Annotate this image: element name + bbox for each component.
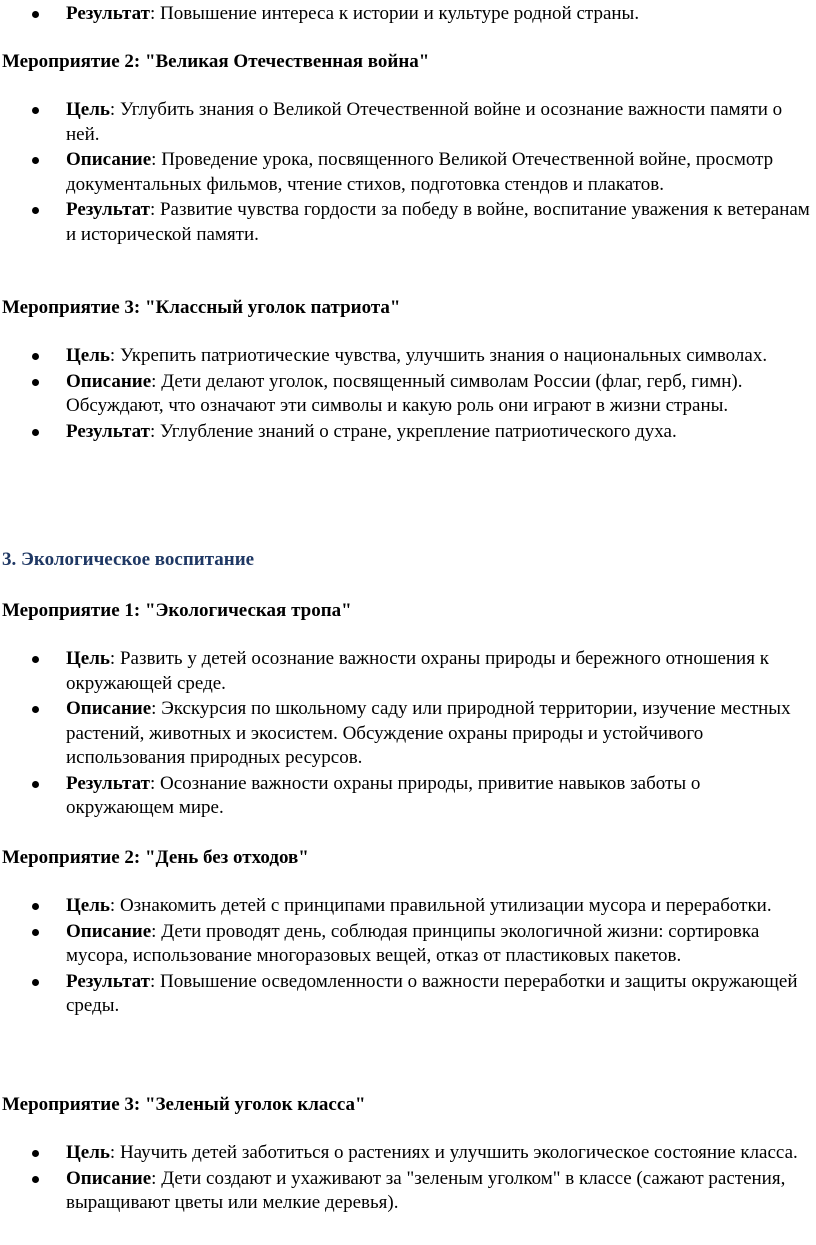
event-title: Мероприятие 2: "День без отходов" — [2, 847, 309, 868]
item-text: : Дети создают и ухаживают за "зеленым уголком" в классе (сажают растения, выращивают цветы или мелкие деревья). — [66, 1167, 786, 1213]
eco-event-list-1 — [0, 647, 816, 821]
eco-event-heading-1 — [0, 599, 816, 623]
event-title: Мероприятие 3: "Зеленый уголок класса" — [2, 1094, 366, 1115]
bullet-icon — [32, 353, 39, 360]
item-term: Описание — [66, 370, 152, 392]
list-item — [0, 148, 816, 197]
item-text: : Проведение урока, посвященного Великой Отечественной войне, просмотр документальных фильмов, чтение стихов, подготовка стендов и плакатов. — [66, 149, 774, 195]
list-item — [0, 920, 816, 969]
bullet-icon — [32, 1176, 39, 1183]
item-text: : Повышение осведомленности о важности переработки и защиты окружающей среды. — [66, 970, 798, 1016]
list-item — [0, 2, 816, 27]
list-item — [0, 970, 816, 1019]
top-result-list — [0, 2, 816, 27]
item-term: Результат — [66, 420, 150, 442]
list-item — [0, 697, 816, 771]
item-text: : Углубление знаний о стране, укрепление патриотического духа. — [149, 420, 677, 442]
item-term: Результат — [66, 3, 150, 24]
event-title: Мероприятие 3: "Классный уголок патриота" — [2, 297, 401, 318]
item-term: Результат — [66, 199, 150, 220]
list-item — [0, 1141, 816, 1166]
item-term: Результат — [66, 772, 150, 794]
bullet-icon — [32, 107, 39, 114]
bullet-icon — [32, 157, 39, 164]
bullet-icon — [32, 656, 39, 663]
item-text: : Углубить знания о Великой Отечественной войне и осознание важности памяти о ней. — [66, 99, 783, 145]
bullet-icon — [32, 207, 39, 214]
event-list-2 — [0, 98, 816, 247]
item-text: : Научить детей заботиться о растениях и улучшить экологическое состояние класса. — [109, 1142, 798, 1163]
item-text: : Развитие чувства гордости за победу в войне, воспитание уважения к ветеранам и исторической памяти. — [66, 199, 810, 245]
section-heading — [0, 548, 816, 572]
bullet-icon — [32, 979, 39, 986]
item-term: Описание — [66, 920, 152, 942]
eco-event-heading-2 — [0, 846, 816, 870]
event-title: Мероприятие 2: "Великая Отечественная война" — [2, 51, 430, 72]
list-item — [0, 370, 816, 419]
item-text: : Повышение интереса к истории и культуре родной страны. — [149, 3, 640, 24]
item-term: Результат — [66, 970, 150, 992]
eco-event-list-2 — [0, 894, 816, 1019]
eco-event-heading-3 — [0, 1093, 816, 1117]
list-item — [0, 198, 816, 247]
bullet-icon — [32, 903, 39, 910]
item-term: Цель — [66, 1142, 110, 1163]
item-term: Цель — [66, 99, 110, 120]
bullet-icon — [32, 11, 39, 18]
item-text: : Ознакомить детей с принципами правильной утилизации мусора и переработки. — [109, 895, 772, 916]
bullet-icon — [32, 1150, 39, 1157]
list-item — [0, 647, 816, 696]
item-text: : Развить у детей осознание важности охраны природы и бережного отношения к окружающей среде. — [66, 648, 769, 694]
item-term: Цель — [66, 648, 110, 669]
item-text: : Осознание важности охраны природы, привитие навыков заботы о окружающем мире. — [66, 772, 701, 818]
bullet-icon — [32, 781, 39, 788]
section-title: 3. Экологическое воспитание — [2, 549, 255, 570]
event-title: Мероприятие 1: "Экологическая тропа" — [2, 600, 352, 621]
bullet-icon — [32, 429, 39, 436]
list-item — [0, 1167, 816, 1216]
bullet-icon — [32, 929, 39, 936]
event-list-3 — [0, 344, 816, 444]
item-term: Описание — [66, 149, 152, 170]
event-heading-2 — [0, 50, 816, 74]
list-item — [0, 772, 816, 821]
item-term: Цель — [66, 345, 110, 366]
bullet-icon — [32, 379, 39, 386]
item-term: Описание — [66, 1167, 152, 1189]
bullet-icon — [32, 706, 39, 713]
list-item — [0, 894, 816, 919]
item-text: : Укрепить патриотические чувства, улучшить знания о национальных символах. — [109, 345, 768, 366]
item-text: : Дети делают уголок, посвященный символам России (флаг, герб, гимн). Обсуждают, что означают эти символы и какую роль они играют в жизни страны. — [66, 370, 743, 416]
list-item — [0, 420, 816, 445]
item-text: : Экскурсия по школьному саду или природной территории, изучение местных растений, животных и экосистем. Обсуждение охраны природы и устойчивого использования природных ресурсов. — [66, 698, 791, 768]
eco-event-list-3 — [0, 1141, 816, 1216]
list-item — [0, 344, 816, 369]
event-heading-3 — [0, 296, 816, 320]
list-item — [0, 98, 816, 147]
item-term: Описание — [66, 698, 152, 719]
item-term: Цель — [66, 895, 110, 916]
item-text: : Дети проводят день, соблюдая принципы экологичной жизни: сортировка мусора, использование многоразовых вещей, отказ от пластиковых пакетов. — [66, 920, 760, 966]
